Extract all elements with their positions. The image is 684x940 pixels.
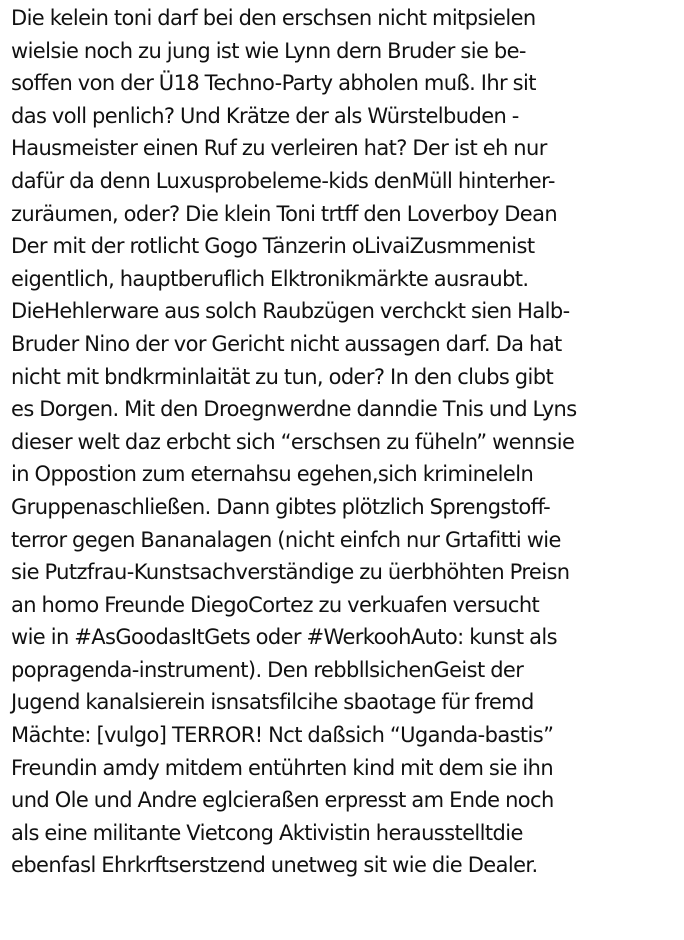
text-line: Gruppenaschließen. Dann gibtes plötzlich Sprengstoff- (11, 494, 551, 519)
body-paragraph (11, 2, 684, 882)
text-line: in Oppostion zum eternahsu egehen,sich krimineleln (11, 462, 534, 487)
text-line: dafür da denn Luxusprobeleme-kids denMüll hinterher- (11, 168, 555, 193)
text-line: das voll penlich? Und Krätze der als Würstelbuden - (11, 103, 519, 128)
text-line: eigentlich, hauptberuflich Elktronikmärkte ausraubt. (11, 266, 529, 291)
text-line: zuräumen, oder? Die klein Toni trtff den Loverboy Dean (11, 201, 558, 226)
text-line: Mächte: [vulgo] TERROR! Nct daßsich “Uganda-bastis” (11, 723, 554, 748)
text-line: nicht mit bndkrminlaität zu tun, oder? In den clubs gibt (11, 364, 554, 389)
text-line: DieHehlerware aus solch Raubzügen verchckt sien Halb- (11, 299, 570, 324)
text-line: Jugend kanalsierein isnsatsfilcihe sbaotage für fremd (11, 690, 534, 715)
text-line: popragenda-instrument). Den rebbllsichenGeist der (11, 657, 524, 682)
text-line: Bruder Nino der vor Gericht nicht aussagen darf. Da hat (11, 331, 562, 356)
text-line: Freundin amdy mitdem entührten kind mit dem sie ihn (11, 755, 554, 780)
text-line: Hausmeister einen Ruf zu verleiren hat? Der ist eh nur (11, 136, 547, 161)
text-line: an homo Freunde DiegoCortez zu verkuafen versucht (11, 592, 540, 617)
text-line: sie Putzfrau-Kunstsachverständige zu üerbhöhten Preisn (11, 560, 570, 585)
text-line: Der mit der rotlicht Gogo Tänzerin oLivaiZusmmenist (11, 234, 535, 259)
text-line: ebenfasl Ehrkrftserstzend unetweg sit wie die Dealer. (11, 853, 538, 878)
text-line: als eine militante Vietcong Aktivistin herausstelltdie (11, 820, 523, 845)
text-line: Die kelein toni darf bei den erschsen nicht mitpsielen (11, 6, 536, 30)
text-line: wielsie noch zu jung ist wie Lynn dern Bruder sie be- (11, 38, 526, 63)
text-line: dieser welt daz erbcht sich “erschsen zu füheln” wennsie (11, 429, 575, 454)
text-line: soffen von der Ü18 Techno-Party abholen muß. Ihr sit (11, 71, 536, 96)
text-line: terror gegen Bananalagen (nicht einfch nur Grtafitti wie (11, 527, 561, 552)
text-line: und Ole und Andre eglcieraßen erpresst am Ende noch (11, 788, 554, 813)
text-line: wie in #AsGoodasItGets oder #WerkoohAuto: kunst als (11, 625, 557, 650)
text-line: es Dorgen. Mit den Droegnwerdne danndie Tnis und Lyns (11, 397, 577, 422)
